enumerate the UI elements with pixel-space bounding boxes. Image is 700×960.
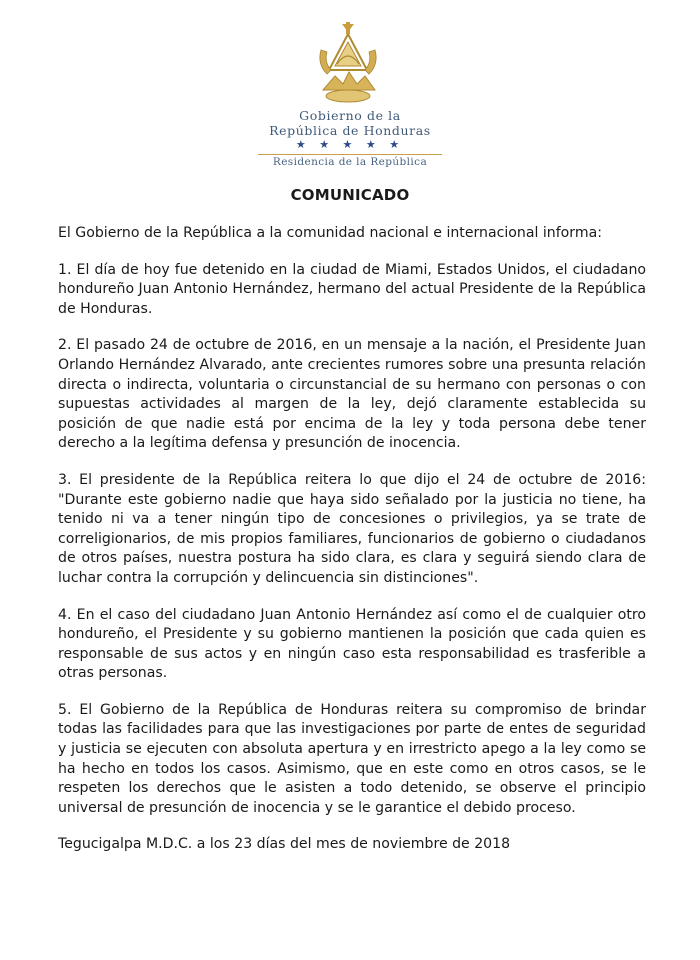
document-body <box>58 224 646 872</box>
paragraph-1: 1. El día de hoy fue detenido en la ciudad de Miami, Estados Unidos, el ciudadano hondureño Juan Antonio Hernández, hermano del actual Presidente de la República de Honduras. <box>58 261 646 317</box>
paragraph-intro: El Gobierno de la República a la comunidad nacional e internacional informa: <box>58 225 602 241</box>
letterhead-rule <box>258 154 442 155</box>
gov-line-1: Gobierno de la <box>299 108 401 123</box>
office-line: Residencia de la República <box>272 156 428 168</box>
letterhead <box>0 14 700 174</box>
paragraph-2: 2. El pasado 24 de octubre de 2016, en un mensaje a la nación, el Presidente Juan Orlando Hernández Alvarado, ante crecientes rumores sobre una presunta relación directa o indirecta, voluntaria o circunstancial de su hermano con personas o con supuestas actividades al margen de la ley, dejó claramente establecida su posición de que nadie está por encima de la ley y toda persona debe tener derecho a la legítima defensa y presunción de inocencia. <box>58 337 646 452</box>
document-title: COMUNICADO <box>290 186 410 204</box>
paragraph-4: 4. En el caso del ciudadano Juan Antonio Hernández así como el de cualquier otro hondureño, el Presidente y su gobierno mantienen la posición que cada quien es responsable de sus actos y en ningún caso esta responsabilidad es trasferible a otras personas. <box>58 606 646 682</box>
closing-line: Tegucigalpa M.D.C. a los 23 días del mes de noviembre de 2018 <box>58 836 511 853</box>
gov-line-2: República de Honduras <box>269 123 431 138</box>
stars-row: ★ ★ ★ ★ ★ <box>295 138 405 151</box>
coat-of-arms-icon <box>315 20 381 106</box>
paragraph-5: 5. El Gobierno de la República de Honduras reitera su compromiso de brindar todas las facilidades para que las investigaciones por parte de entes de seguridad y justicia se ejecuten con absoluta apertura y en irrestricto apego a la ley como se ha hecho en todos los casos. Asimismo, que en este como en otros casos, se le respeten los derechos que le asisten a todo detenido, se observe el principio universal de presunción de inocencia y se le garantice el debido proceso. <box>58 701 646 816</box>
paragraph-3: 3. El presidente de la República reitera lo que dijo el 24 de octubre de 2016: "Durante este gobierno nadie que haya sido señalado por la justicia no tiene, ha tenido ni va a tener ningún tipo de concesiones o privilegios, ya se trate de correligionarios, de mis propios familiares, funcionarios de gobierno o ciudadanos de otros países, nuestra postura ha sido clara, es clara y seguirá siendo clara de luchar contra la corrupción y delincuencia sin distinciones". <box>58 471 646 586</box>
